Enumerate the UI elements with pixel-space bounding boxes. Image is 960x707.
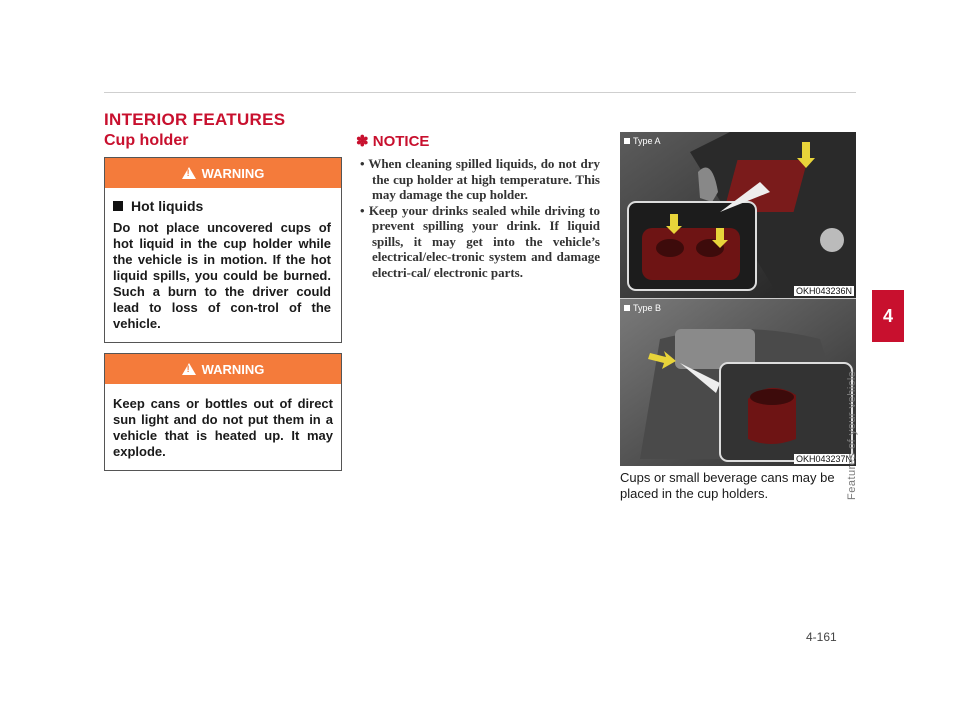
notice-title: ✽ NOTICE	[356, 133, 430, 150]
warning-label: WARNING	[201, 165, 265, 181]
console-illustration-a	[620, 132, 856, 298]
warning-text: Do not place uncovered cups of hot liquid in the cup holder while the vehicle is in motion. If the hot liquid spills, you could be burned. Such a burn to the driver could lead to loss of con-trol of the vehicle.	[113, 220, 331, 331]
section-title: INTERIOR FEATURES	[104, 110, 286, 129]
cup-holder-photo-type-a	[620, 132, 856, 298]
warning-text: Keep cans or bottles out of direct sun light and do not put them in a vehicle that is heated up. It may explode.	[113, 396, 333, 459]
chapter-side-text: Features of your vehicle	[846, 370, 858, 500]
chapter-tab: 4	[872, 290, 904, 342]
notice-item: • When cleaning spilled liquids, do not dry the cup holder at high temperature. This may damage the cup holder.	[360, 156, 600, 202]
cup-holder-heading: Cup holder	[104, 132, 189, 149]
warning-triangle-icon	[182, 167, 196, 179]
warning-subheading-text: Hot liquids	[131, 198, 204, 214]
warning-box-hot-liquids	[104, 157, 342, 343]
console-illustration-b	[620, 299, 856, 466]
warning-body	[105, 188, 341, 342]
warning-header	[105, 158, 341, 188]
square-bullet-icon	[113, 201, 123, 211]
photo-code-a: OKH043236N	[795, 286, 852, 296]
warning-header	[105, 354, 341, 384]
square-bullet-icon	[624, 305, 630, 311]
square-bullet-icon	[624, 138, 630, 144]
cup-holder-photo-type-b	[620, 298, 856, 466]
warning-body	[105, 384, 341, 470]
warning-box-cans	[104, 353, 342, 471]
type-b-tag: Type B	[624, 303, 661, 313]
type-a-tag: Type A	[624, 136, 661, 146]
warning-triangle-icon	[182, 363, 196, 375]
photo-code-b: OKH043237N	[795, 454, 852, 464]
warning-subheading	[113, 198, 333, 214]
top-rule	[104, 92, 856, 93]
notice-item: • Keep your drinks sealed while driving to prevent spilling your drink. If liquid spills, it may get into the vehicle’s electrical/elec-tronic system and damage electri-cal/ electronic parts.	[360, 202, 600, 280]
photo-caption: Cups or small beverage cans may be placed in the cup holders.	[620, 470, 835, 501]
notice-list	[356, 156, 600, 280]
page-number: 4-161	[806, 630, 837, 644]
warning-label: WARNING	[201, 361, 265, 377]
